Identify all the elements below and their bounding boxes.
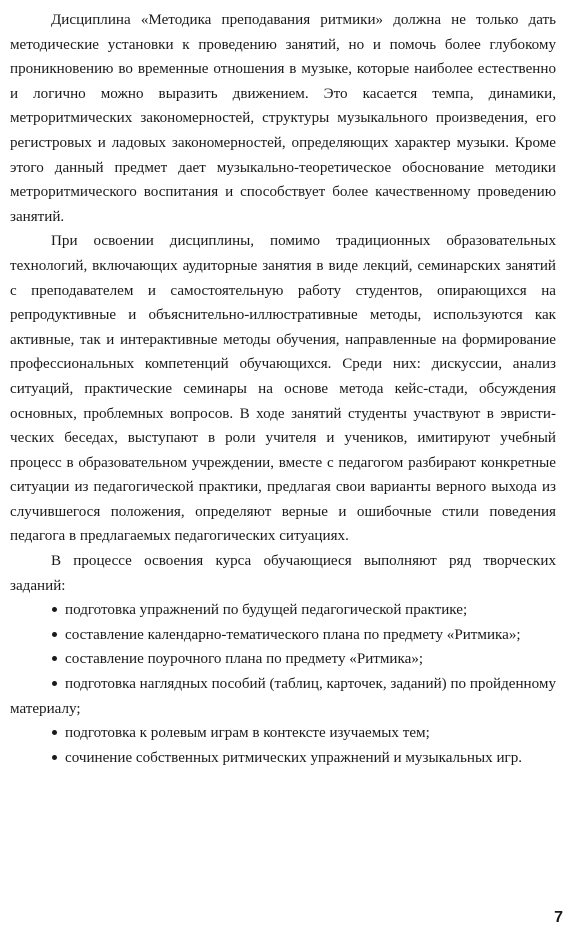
bullet-icon (52, 672, 65, 697)
page-number: 7 (554, 909, 563, 926)
bullet-icon (52, 598, 65, 623)
list-item (10, 721, 556, 746)
list-item-text: подготовка к ролевым играм в контексте изучаемых тем; (65, 725, 430, 742)
list-item-text: сочинение собственных ритмических упражнений и музыкальных игр. (65, 749, 523, 766)
paragraph: В процессе освоения курса обучающиеся выполняют ряд творческих заданий: (10, 553, 556, 594)
bullet-icon (52, 647, 65, 672)
list-item-text: подготовка упражнений по будущей педагогической практике; (65, 602, 468, 619)
list-item-text: составление поурочного плана по предмету «Ритмика»; (65, 651, 424, 668)
list-item (10, 623, 556, 648)
bullet-icon (52, 746, 65, 771)
list-item (10, 672, 556, 721)
list-item (10, 647, 556, 672)
task-list (10, 598, 556, 770)
bullet-icon (52, 721, 65, 746)
list-item-text: составление календарно-тематического плана по предмету «Ритмика»; (65, 626, 521, 643)
paragraph: Дисциплина «Методика преподавания ритмики» должна не только дать методические установки к проведению занятий, но и помочь более глубокому проникновению во временные отношения в музыке, которые наиболее естественно и логично можно выразить движением. Это касается темпа, динамики, метроритмических закономерностей, структуры музыкального произведения, его регистровых и ладовых закономерностей, определяющих характер музыки. Кроме этого данный предмет дает музыкально-теоретическое обоснование методики метроритмического воспитания и способствует более качественному проведению занятий. (10, 12, 556, 225)
paragraph: При освоении дисциплины, помимо традиционных образовательных технологий, включающих аудиторные занятия в виде лекций, семинарских занятий с преподавателем и самостоятельную работу студентов, опирающихся на репродуктивные и объяснительно-иллюстративные методы, используются как активные, так и интерактивные методы обучения, направленные на формирование профессиональных компетенций обучающихся. Среди них: дискуссии, анализ ситуаций, практические семинары на основе метода кейс-стади, обсуждения основных, проблемных вопросов. В ходе занятий студенты участвуют в эвристических беседах, выступают в роли учителя и учеников, имитируют учебный процесс в образовательном учреждении, вместе с педагогом разбирают конкретные ситуации из педагогической практики, предлагая свои варианты верного выхода из случившегося положения, определяют верные и ошибочные стили поведения педагога в предлагаемых педагогических ситуациях. (10, 233, 556, 545)
list-item (10, 746, 556, 771)
page-body (10, 8, 556, 770)
list-item (10, 598, 556, 623)
list-item-text: подготовка наглядных пособий (таблиц, карточек, заданий) по пройденному материалу; (10, 676, 556, 717)
bullet-icon (52, 623, 65, 648)
